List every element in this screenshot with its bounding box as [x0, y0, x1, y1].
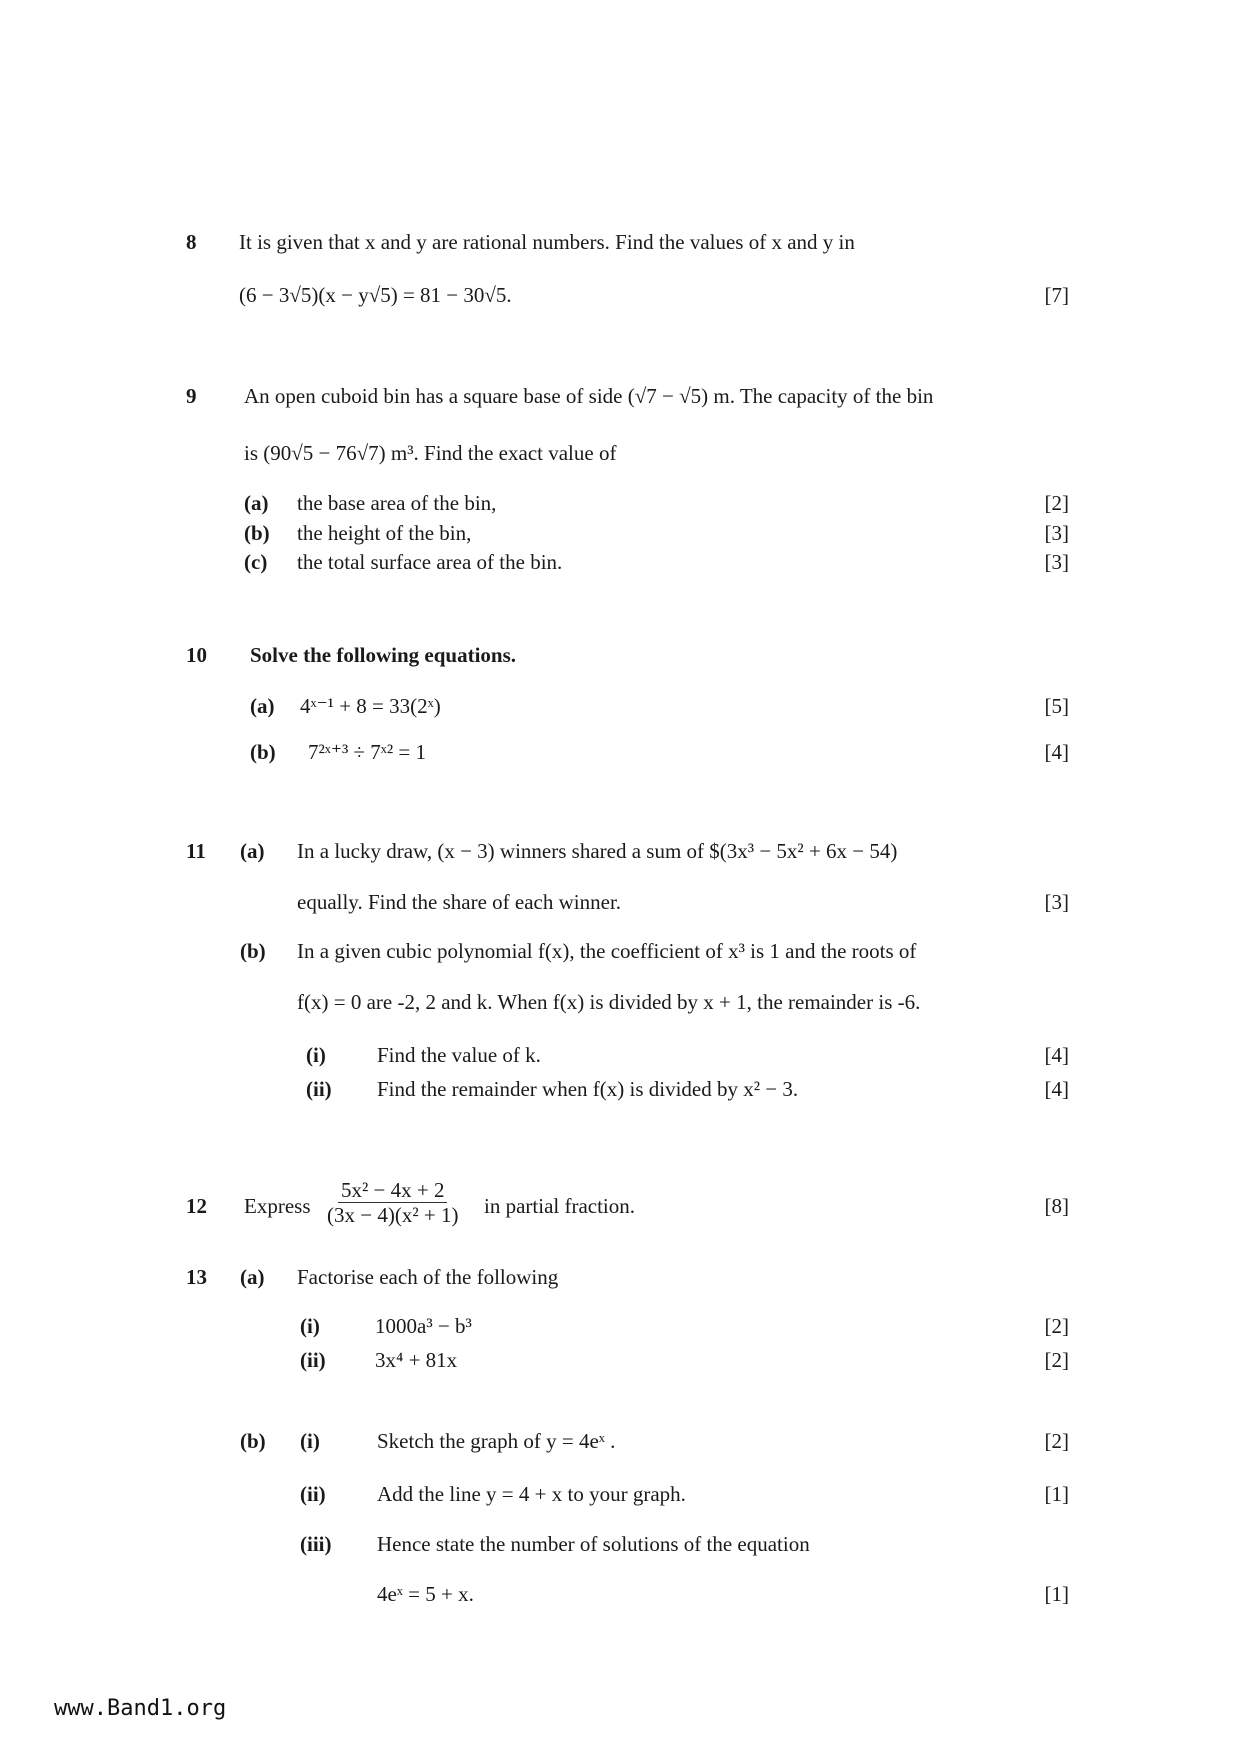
q9c-marks: [3] — [1044, 550, 1069, 574]
q11a-text: In a lucky draw, (x − 3) winners shared a sum of $(3x³ − 5x² + 6x − 54) — [297, 839, 898, 863]
q12-prefix: Express — [244, 1194, 311, 1218]
q12-marks: [8] — [1044, 1194, 1069, 1218]
q9a-marks: [2] — [1044, 491, 1069, 515]
q13ai-text: 1000a³ − b³ — [375, 1314, 472, 1338]
q9a-text: the base area of the bin, — [297, 491, 497, 515]
q11bi-label: (i) — [306, 1043, 326, 1067]
q13aii-text: 3x⁴ + 81x — [375, 1348, 458, 1372]
q10a-equation: 4ˣ⁻¹ + 8 = 33(2ˣ) — [300, 694, 441, 718]
q13bi-label: (i) — [300, 1429, 320, 1453]
q8-number: 8 — [186, 230, 197, 254]
q8-text: It is given that x and y are rational numbers. Find the values of x and y in — [239, 230, 855, 254]
q9b-marks: [3] — [1044, 521, 1069, 545]
q8-marks: [7] — [1044, 283, 1069, 307]
q12-denominator: (3x − 4)(x² + 1) — [327, 1203, 459, 1227]
q13a-text: Factorise each of the following — [297, 1265, 559, 1289]
q11bii-marks: [4] — [1044, 1077, 1069, 1101]
q10a-label: (a) — [250, 694, 275, 718]
q13biii-equation: 4eˣ = 5 + x. — [377, 1582, 474, 1606]
q9b-label: (b) — [244, 521, 270, 545]
q9c-label: (c) — [244, 550, 268, 574]
q11b-label: (b) — [240, 939, 266, 963]
q11bi-marks: [4] — [1044, 1043, 1069, 1067]
watermark: www.Band1.org — [54, 1696, 227, 1721]
q12-suffix: in partial fraction. — [484, 1194, 636, 1218]
q11-number: 11 — [186, 839, 206, 863]
q10b-marks: [4] — [1044, 740, 1069, 764]
q8-equation: (6 − 3√5)(x − y√5) = 81 − 30√5. — [239, 283, 512, 307]
q12-numerator: 5x² − 4x + 2 — [338, 1178, 447, 1203]
q11a-text2: equally. Find the share of each winner. — [297, 890, 622, 914]
q11bii-text: Find the remainder when f(x) is divided by x² − 3. — [377, 1077, 799, 1101]
q11b-text2: f(x) = 0 are -2, 2 and k. When f(x) is divided by x + 1, the remainder is -6. — [297, 990, 921, 1014]
q13aii-label: (ii) — [300, 1348, 326, 1372]
q10b-label: (b) — [250, 740, 276, 764]
q10-text: Solve the following equations. — [250, 643, 517, 667]
q10-number: 10 — [186, 643, 207, 667]
q11bii-label: (ii) — [306, 1077, 332, 1101]
q12-number: 12 — [186, 1194, 207, 1218]
q9-text: An open cuboid bin has a square base of side (√7 − √5) m. The capacity of the bin — [244, 384, 934, 408]
q13biii-label: (iii) — [300, 1532, 332, 1556]
q13-number: 13 — [186, 1265, 207, 1289]
q13aii-marks: [2] — [1044, 1348, 1069, 1372]
q9b-text: the height of the bin, — [297, 521, 472, 545]
q10a-marks: [5] — [1044, 694, 1069, 718]
q11b-text: In a given cubic polynomial f(x), the coefficient of x³ is 1 and the roots of — [297, 939, 917, 963]
q11a-label: (a) — [240, 839, 265, 863]
q11a-marks: [3] — [1044, 890, 1069, 914]
q9-number: 9 — [186, 384, 197, 408]
q13bii-marks: [1] — [1044, 1482, 1069, 1506]
q13bii-label: (ii) — [300, 1482, 326, 1506]
q13b-label: (b) — [240, 1429, 266, 1453]
q13biii-text: Hence state the number of solutions of the equation — [377, 1532, 810, 1556]
q11bi-text: Find the value of k. — [377, 1043, 541, 1067]
q13bi-marks: [2] — [1044, 1429, 1069, 1453]
q13ai-marks: [2] — [1044, 1314, 1069, 1338]
q13ai-label: (i) — [300, 1314, 320, 1338]
q13bi-text: Sketch the graph of y = 4eˣ . — [377, 1429, 616, 1453]
q13bii-text: Add the line y = 4 + x to your graph. — [377, 1482, 686, 1506]
q9-text2: is (90√5 − 76√7) m³. Find the exact value of — [244, 441, 617, 465]
q10b-equation: 7²ˣ⁺³ ÷ 7ˣ² = 1 — [308, 740, 426, 764]
q9a-label: (a) — [244, 491, 269, 515]
q13biii-marks: [1] — [1044, 1582, 1069, 1606]
q13a-label: (a) — [240, 1265, 265, 1289]
q12-fraction — [324, 1178, 461, 1227]
q9c-text: the total surface area of the bin. — [297, 550, 563, 574]
